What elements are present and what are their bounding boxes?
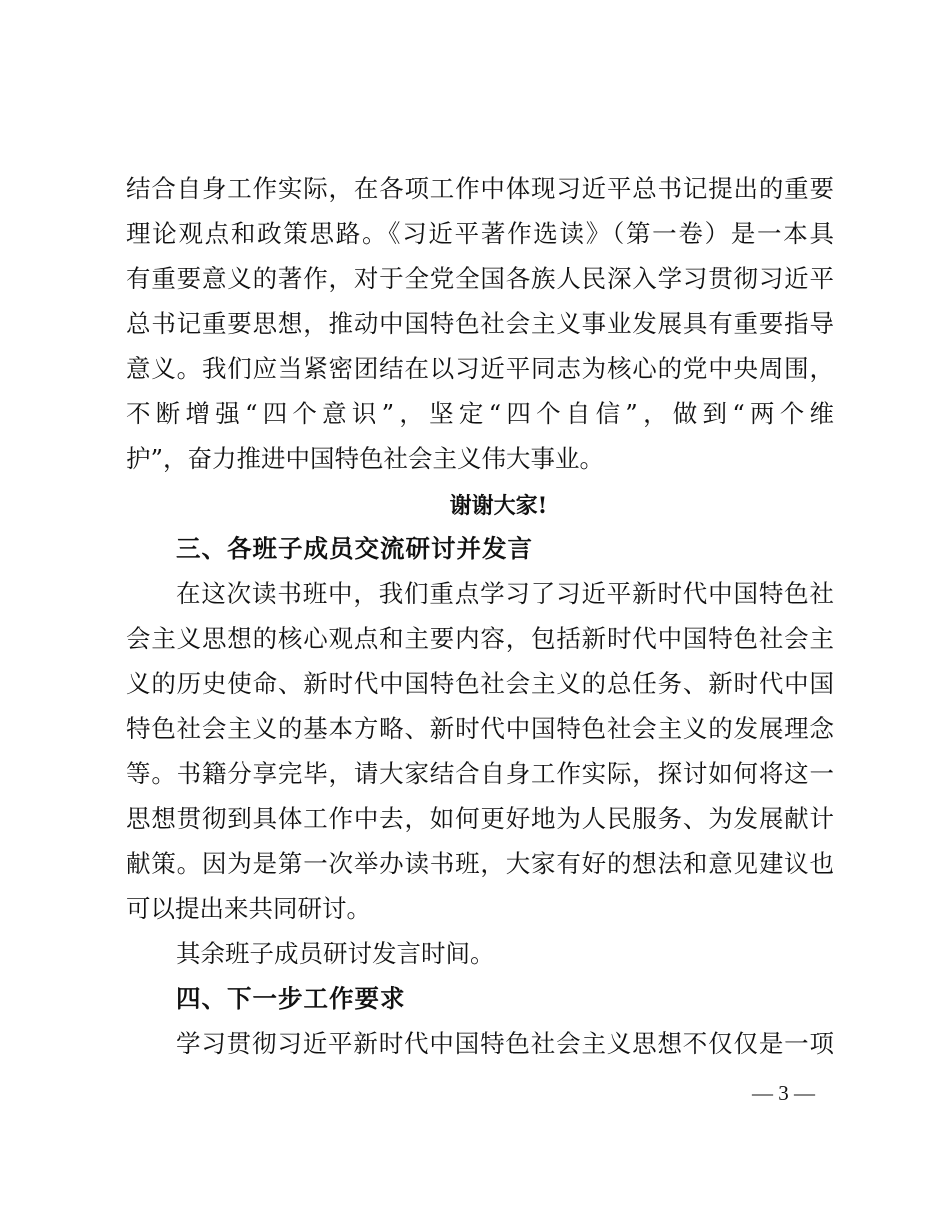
paragraph-3: 其余班子成员研讨发言时间。 bbox=[176, 939, 495, 968]
paragraph-line: 义的历史使命、新时代中国特色社会主义的总任务、新时代中国 bbox=[126, 669, 834, 698]
paragraph-line: 结合自身工作实际，在各项工作中体现习近平总书记提出的重要 bbox=[126, 174, 834, 203]
paragraph-line: 有重要意义的著作，对于全党全国各族人民深入学习贯彻习近平 bbox=[126, 264, 834, 293]
paragraph-line: 在这次读书班中，我们重点学习了习近平新时代中国特色社 bbox=[176, 579, 834, 608]
paragraph-line: 等。书籍分享完毕，请大家结合自身工作实际，探讨如何将这一 bbox=[126, 759, 834, 788]
page-number: — 3 — bbox=[752, 1081, 815, 1105]
paragraph-line: 不断增强“四个意识”，坚定“四个自信”，做到“两个维 bbox=[126, 399, 834, 428]
paragraph-line: 总书记重要思想，推动中国特色社会主义事业发展具有重要指导 bbox=[126, 309, 834, 338]
paragraph-line: 意义。我们应当紧密团结在以习近平同志为核心的党中央周围， bbox=[126, 354, 834, 383]
thanks-line: 谢谢大家! bbox=[449, 493, 548, 519]
section-heading-4: 四、下一步工作要求 bbox=[176, 984, 406, 1013]
section-heading-3: 三、各班子成员交流研讨并发言 bbox=[176, 534, 533, 563]
paragraph-line: 理论观点和政策思路。《习近平著作选读》（第一卷）是一本具 bbox=[126, 219, 834, 248]
paragraph-line: 可以提出来共同研讨。 bbox=[126, 894, 371, 923]
paragraph-line: 护”，奋力推进中国特色社会主义伟大事业。 bbox=[126, 444, 605, 473]
paragraph-line: 献策。因为是第一次举办读书班，大家有好的想法和意见建议也 bbox=[126, 849, 834, 878]
paragraph-line: 特色社会主义的基本方略、新时代中国特色社会主义的发展理念 bbox=[126, 714, 834, 743]
paragraph-line: 思想贯彻到具体工作中去，如何更好地为人民服务、为发展献计 bbox=[126, 804, 834, 833]
paragraph-line: 会主义思想的核心观点和主要内容，包括新时代中国特色社会主 bbox=[126, 624, 834, 653]
paragraph-4: 学习贯彻习近平新时代中国特色社会主义思想不仅仅是一项 bbox=[176, 1029, 834, 1058]
